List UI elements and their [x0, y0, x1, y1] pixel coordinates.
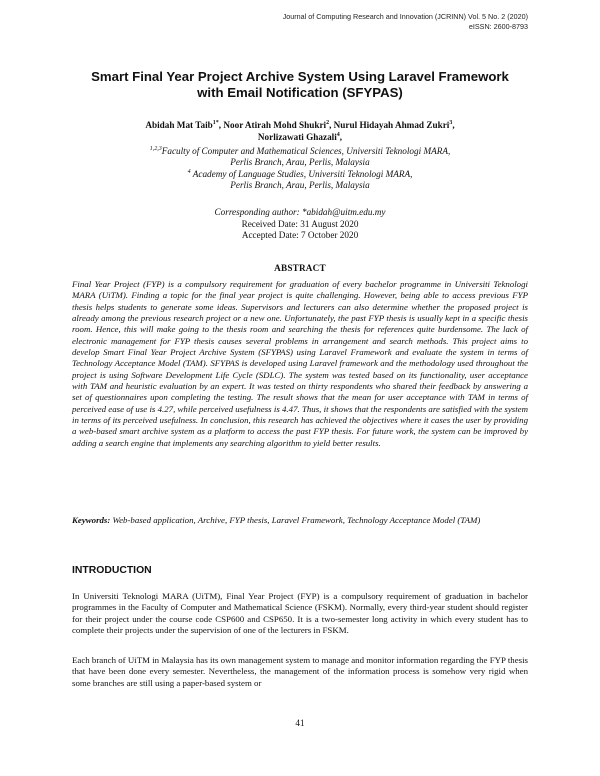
author-4: Norlizawati Ghazali [257, 132, 337, 143]
affiliations [72, 146, 528, 192]
keywords-label: Keywords: [72, 515, 111, 525]
introduction-paragraph-2: Each branch of UiTM in Malaysia has its own management system to manage and monitor information regarding the FYP thesis that have been done every semester. Nevertheless, the management of the information process is somehow very rigid when some branches are still using a paper-based system or [72, 655, 528, 688]
article-meta [72, 207, 528, 242]
accepted-date: Accepted Date: 7 October 2020 [241, 230, 359, 241]
author-2-sup: 2 [326, 119, 330, 126]
keywords [72, 515, 528, 526]
title-line-2: with Email Notification (SFYPAS) [197, 85, 403, 100]
affiliation-2-line-2: Perlis Branch, Arau, Perlis, Malaysia [230, 180, 370, 191]
journal-line: Journal of Computing Research and Innovation (JCRINN) Vol. 5 No. 2 (2020) [282, 12, 528, 21]
paper-title [72, 69, 528, 101]
author-2: Noor Atirah Mohd Shukri [223, 120, 327, 130]
author-3-sup: 3 [449, 119, 453, 126]
author-3: Nurul Hidayah Ahmad Zukri [333, 120, 450, 130]
affiliation-2-line-1: Academy of Language Studies, Universiti Teknologi MARA, [192, 168, 413, 179]
affiliation-2-sup: 4 [187, 168, 191, 175]
abstract-text: Final Year Project (FYP) is a compulsory requirement for graduation of every bachelor programme in Universiti Teknologi MARA (UiTM). Finding a topic for the final year project is quite challenging. However, being able to access previous FYP thesis helps students to generate some ideas. Supervisors and lecturers can also determine whether the proposed project is already among the previous research project or a new one. Unfortunately, the past FYP thesis is usually kept in a specific thesis room. Hence, this will make going to the thesis room and searching the thesis for references quite burdensome. The lack of electronic management for FYP thesis causes several problems in arrangement and search methods. This project aims to develop Smart Final Year Project Archive System (SFYPAS) using Laravel Framework and evaluate the system in terms of Technology Acceptance Model (TAM). SFYPAS is developed using Laravel framework and the methodology used throughout the project is using Software Development Life Cycle (SDLC). The system was tested based on its functionality, user acceptance with TAM and heuristic evaluation by an expert. It was tested on thirty respondents who shared their feedback by answering a set of questionnaires upon completing the testing. The result shows that the mean for user acceptance with TAM in terms of perceived ease of use is 4.27, while perceived usefulness is 4.47. Thus, it shows that the respondents are satisfied with the system in terms of its perceived usefulness. In conclusion, this research has achieved the objectives where it cases the user by providing a web-based smart archive system as a platform to access the past FYP thesis. For future work, the system can be improved by adding a search engine that implements any searching algorithm to yield better results. [72, 279, 528, 448]
keywords-text: Web-based application, Archive, FYP thesis, Laravel Framework, Technology Acceptance Model (TAM) [112, 515, 481, 525]
received-date: Received Date: 31 August 2020 [241, 218, 359, 229]
author-4-sup: 4 [336, 132, 340, 139]
author-list: Abidah Mat Taib$^{1*}$, Noor Atirah Mohd Shukri$^2$, Nurul Hidayah Ahmad Zukri$^3$, Norlizawati Ghazali$^4$, [145, 119, 455, 143]
corresponding-author: Corresponding author: *abidah@uitm.edu.my [214, 207, 386, 217]
author-1-sup: 1* [212, 119, 219, 126]
journal-header [283, 12, 528, 31]
affiliation-1-sup: 1,2,3 [149, 145, 162, 152]
page-number: 41 [295, 718, 305, 728]
author-1: Abidah Mat Taib [145, 120, 213, 130]
title-line-1: Smart Final Year Project Archive System Using Laravel Framework [91, 69, 509, 84]
affiliation-1-line-1: Faculty of Computer and Mathematical Sciences, Universiti Teknologi MARA, [161, 146, 451, 156]
affiliation-1-line-2: Perlis Branch, Arau, Perlis, Malaysia [230, 157, 370, 168]
eissn-line: eISSN: 2600-8793 [468, 21, 528, 31]
introduction-paragraph-1: In Universiti Teknologi MARA (UiTM), Final Year Project (FYP) is a compulsory requirement of graduation in bachelor programmes in the Faculty of Computer and Mathematical Science (FSKM). Normally, every third-year student should register for their project under the course code CSP600 and CSP650. It is a two-semester long activity in which every student has to complete their projects under the supervision of one of the lecturers in FSKM. [72, 591, 528, 635]
abstract-heading: ABSTRACT [274, 263, 326, 273]
introduction-heading: INTRODUCTION [72, 565, 152, 576]
